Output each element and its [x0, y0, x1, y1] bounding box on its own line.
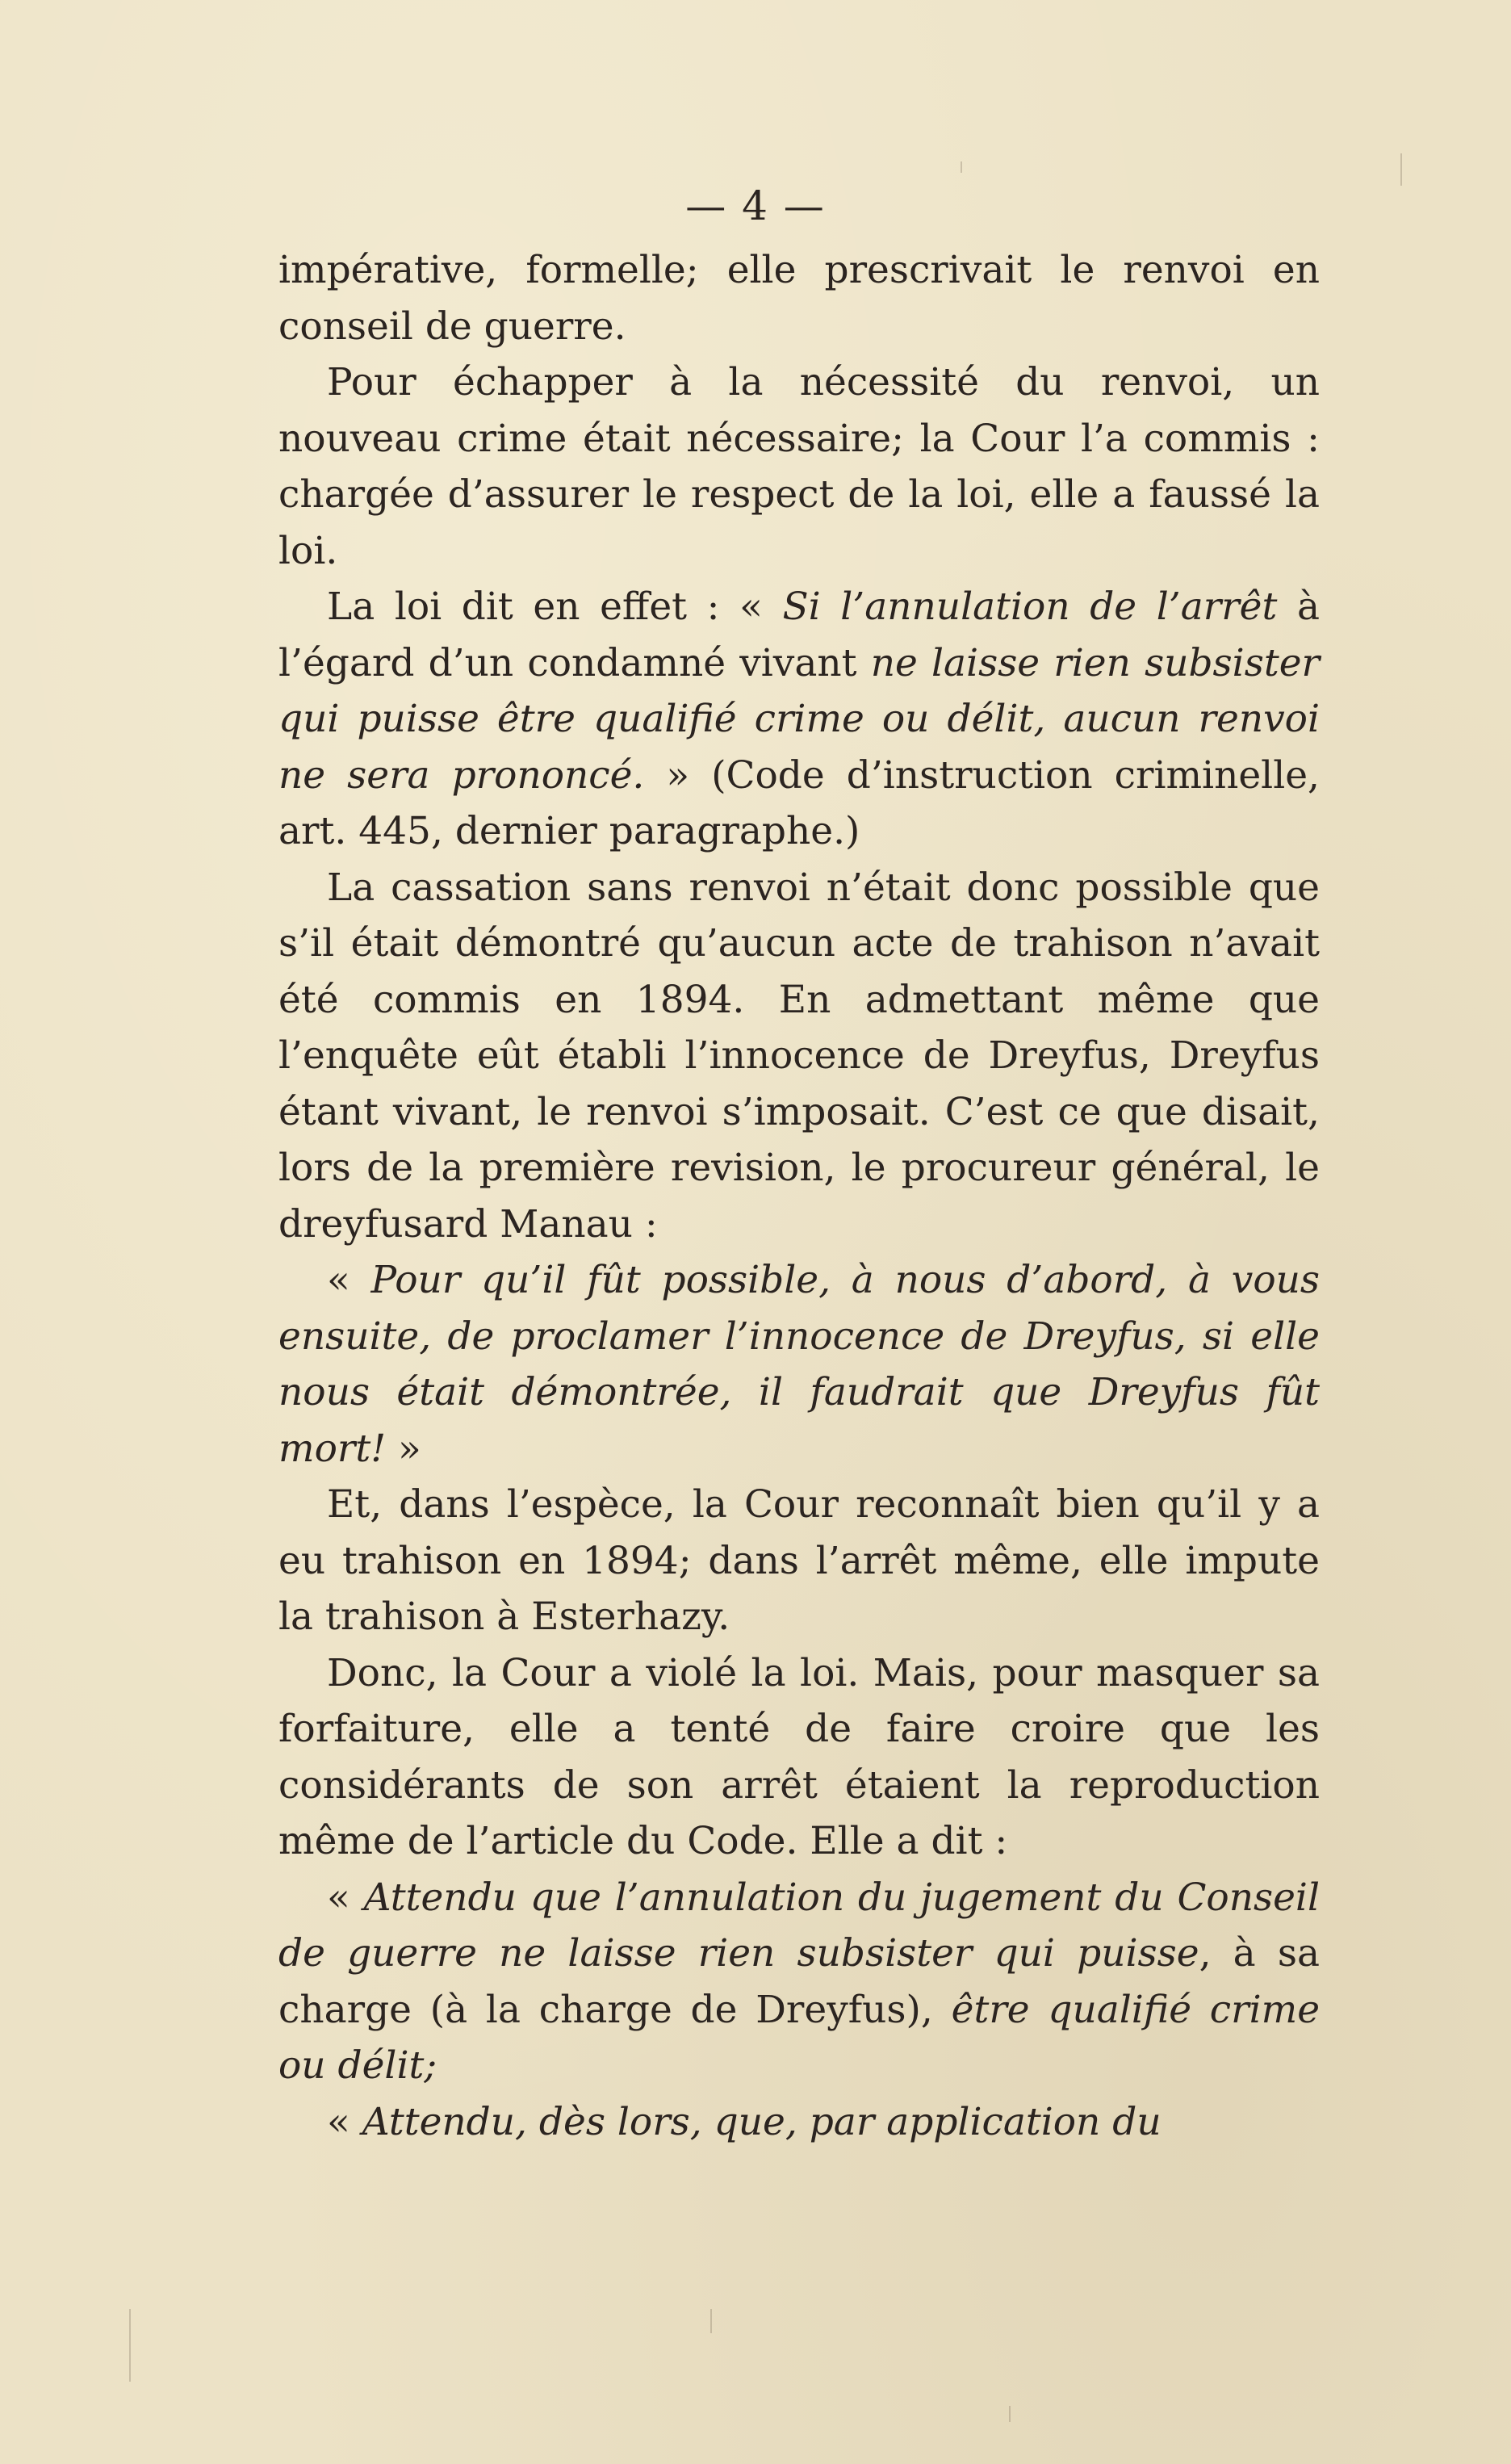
- paper-speck: [1400, 153, 1402, 186]
- paper-speck: [710, 2309, 712, 2333]
- paragraph-1: impérative, formelle; elle prescrivait le renvoi en conseil de guerre.: [278, 248, 1320, 349]
- paragraph-3-intro: La loi dit en effet : «: [327, 585, 783, 629]
- code-citation: » (Code d’instruction criminelle, art. 445, dernier paragraphe.): [278, 752, 1320, 853]
- paragraph-3: [278, 579, 1320, 860]
- paper-speck: [961, 161, 962, 173]
- paragraph-6: Et, dans l’espèce, la Cour reconnaît bien qu’il y a eu trahison en 1894; dans l’arrêt même, elle impute la trahison à Esterhazy.: [278, 1482, 1320, 1639]
- manau-quote: Pour qu’il fût possible, à nous d’abord, à vous ensuite, de proclamer l’innocence de Dreyfus, si elle nous était démontrée, il faudrait que Dreyfus fût mort!: [278, 1258, 1320, 1471]
- paragraph-5: [278, 1252, 1320, 1477]
- attendu-quote-1: Attendu que l’annulation du jugement du Conseil de guerre ne laisse rien subsister qui puisse: [278, 1875, 1320, 1976]
- paragraph-7: Donc, la Cour a violé la loi. Mais, pour masquer sa forfaiture, elle a tenté de faire croire que les considérants de son arrêt étaient la reproduction même de l’article du Code. Elle a dit :: [278, 1650, 1320, 1863]
- quote-close: »: [386, 1426, 421, 1471]
- law-quote-1: Si l’annulation de l’arrêt: [782, 585, 1278, 629]
- quote-open-3: «: [327, 2099, 362, 2144]
- page-number: — 4 —: [685, 182, 826, 229]
- paragraph-8: [278, 1870, 1320, 2094]
- body-text: [278, 242, 1320, 2150]
- paragraph-4: La cassation sans renvoi n’était donc possible que s’il était démontré qu’aucun acte de trahison n’avait été commis en 1894. En admettant même que l’enquête eût établi l’innocence de Dreyfus, Dreyfus étant vivant, le renvoi s’imposait. C’est ce que disait, lors de la première revision, le procureur général, le dreyfusard Manau :: [278, 865, 1320, 1247]
- attendu-quote-2: être qualifié crime ou délit;: [278, 1987, 1321, 2088]
- paper-speck: [1009, 2406, 1011, 2422]
- quote-open-2: «: [327, 1875, 364, 1920]
- paper-speck: [129, 2309, 131, 2382]
- law-quote-2: ne laisse rien subsister qui puisse être qualifié crime ou délit, aucun renvoi ne sera prononcé.: [278, 640, 1320, 798]
- paragraph-3-mid: à l’égard d’un condamné vivant: [278, 585, 1321, 685]
- attendu-quote-3: Attendu, dès lors, que, par application du: [362, 2099, 1162, 2144]
- attendu-aside: , à sa charge (à la charge de Dreyfus),: [278, 1931, 1321, 2032]
- paragraph-9: [278, 2094, 1320, 2151]
- quote-open: «: [327, 1258, 371, 1302]
- paragraph-2: Pour échapper à la nécessité du renvoi, un nouveau crime était nécessaire; la Cour l’a commis : chargée d’assurer le respect de la loi, elle a faussé la loi.: [278, 360, 1320, 573]
